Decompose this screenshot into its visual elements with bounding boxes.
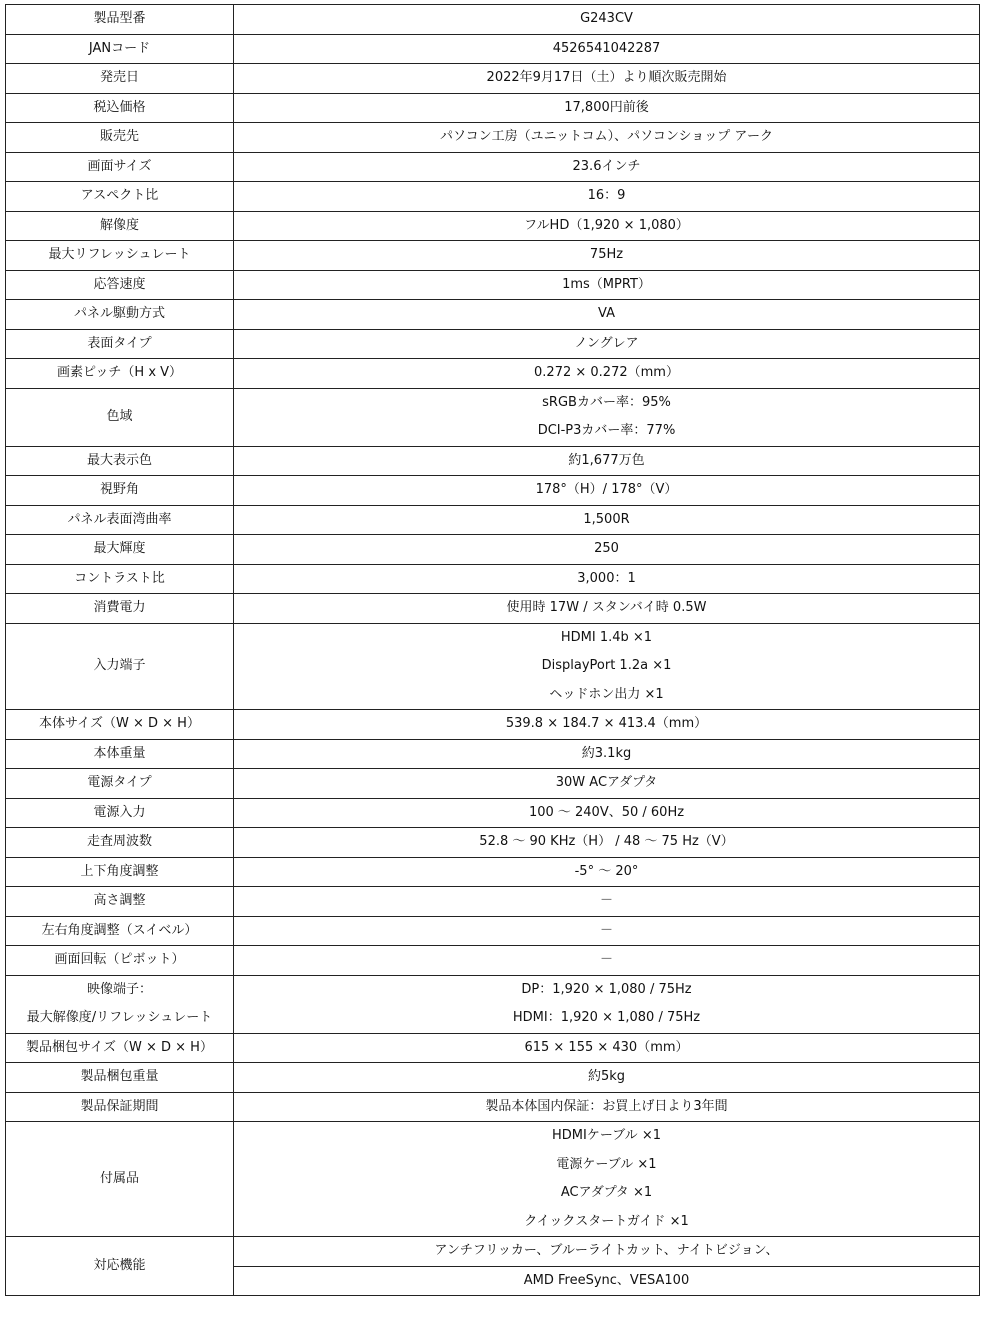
spec-row [6,623,980,652]
spec-row [6,329,980,359]
spec-row [6,64,980,94]
spec-value: DCI-P3カバー率：77% [234,417,980,446]
spec-row [6,564,980,594]
spec-value: － [234,946,980,976]
spec-row [6,535,980,565]
spec-value: 615 × 155 × 430（mm） [234,1033,980,1063]
spec-value: 3,000：1 [234,564,980,594]
spec-label: 表面タイプ [6,329,234,359]
spec-label: 対応機能 [6,1237,234,1296]
spec-value: 23.6インチ [234,152,980,182]
spec-value: － [234,916,980,946]
spec-row [6,887,980,917]
spec-value: ACアダプタ ×1 [234,1179,980,1208]
spec-value: 使用時 17W / スタンバイ時 0.5W [234,594,980,624]
spec-row [6,857,980,887]
spec-table [5,4,980,1296]
spec-row [6,446,980,476]
spec-value: 16：9 [234,182,980,212]
spec-label: 電源入力 [6,798,234,828]
spec-value: HDMIケーブル ×1 [234,1122,980,1151]
spec-label: 電源タイプ [6,769,234,799]
spec-row [6,476,980,506]
spec-label: アスペクト比 [6,182,234,212]
spec-row [6,1033,980,1063]
spec-value: DisplayPort 1.2a ×1 [234,652,980,681]
spec-row [6,798,980,828]
spec-label: 発売日 [6,64,234,94]
spec-value: 製品本体国内保証：お買上げ日より3年間 [234,1092,980,1122]
spec-value: 2022年9月17日（土）より順次販売開始 [234,64,980,94]
spec-label: 解像度 [6,211,234,241]
spec-label-line: 最大解像度/リフレッシュレート [26,1010,213,1025]
spec-label-line: 映像端子： [86,981,152,997]
spec-label: 入力端子 [6,623,234,710]
spec-row [6,505,980,535]
spec-row [6,211,980,241]
spec-label: 色域 [6,388,234,446]
spec-row [6,241,980,271]
spec-label: 製品梱包重量 [6,1063,234,1093]
spec-label [6,975,234,1033]
spec-table-body [6,5,980,1296]
spec-row [6,916,980,946]
spec-row [6,1092,980,1122]
spec-row [6,594,980,624]
spec-row [6,182,980,212]
spec-row [6,975,980,1004]
spec-label: 画素ピッチ（H x V） [6,359,234,389]
spec-row [6,152,980,182]
spec-value: 約5kg [234,1063,980,1093]
spec-value: -5° ～ 20° [234,857,980,887]
spec-label: 応答速度 [6,270,234,300]
spec-row [6,739,980,769]
spec-label: 税込価格 [6,93,234,123]
spec-row [6,5,980,35]
spec-row [6,769,980,799]
spec-value: フルHD（1,920 × 1,080） [234,211,980,241]
spec-value: 1,500R [234,505,980,535]
spec-value: ヘッドホン出力 ×1 [234,681,980,710]
spec-label: 最大リフレッシュレート [6,241,234,271]
spec-row [6,359,980,389]
spec-row [6,1063,980,1093]
spec-value: 4526541042287 [234,34,980,64]
spec-label: 本体サイズ（W × D × H） [6,710,234,740]
spec-value: パソコン工房（ユニットコム）、パソコンショップ アーク [234,123,980,153]
spec-row [6,270,980,300]
spec-value: アンチフリッカー、ブルーライトカット、ナイトビジョン、 [234,1237,980,1267]
spec-row [6,388,980,417]
spec-label: 最大表示色 [6,446,234,476]
spec-row [6,828,980,858]
spec-label: 高さ調整 [6,887,234,917]
spec-label: コントラスト比 [6,564,234,594]
spec-label: JANコード [6,34,234,64]
spec-row [6,1237,980,1267]
spec-row [6,300,980,330]
spec-row [6,710,980,740]
spec-label: 視野角 [6,476,234,506]
spec-value: 100 ～ 240V、50 / 60Hz [234,798,980,828]
spec-label: 画面サイズ [6,152,234,182]
spec-value: 約1,677万色 [234,446,980,476]
spec-label: 本体重量 [6,739,234,769]
spec-value: 178°（H）/ 178°（V） [234,476,980,506]
spec-label: 上下角度調整 [6,857,234,887]
spec-value: 17,800円前後 [234,93,980,123]
spec-label: 画面回転（ピボット） [6,946,234,976]
spec-value: HDMI：1,920 × 1,080 / 75Hz [234,1004,980,1033]
spec-value: － [234,887,980,917]
spec-row [6,93,980,123]
spec-value: HDMI 1.4b ×1 [234,623,980,652]
spec-row [6,34,980,64]
spec-value: G243CV [234,5,980,35]
spec-value: 52.8 ～ 90 KHz（H） / 48 ～ 75 Hz（V） [234,828,980,858]
spec-label: パネル駆動方式 [6,300,234,330]
spec-value: 30W ACアダプタ [234,769,980,799]
spec-row [6,1122,980,1151]
spec-label: パネル表面湾曲率 [6,505,234,535]
spec-label: 製品梱包サイズ（W × D × H） [6,1033,234,1063]
spec-value: 539.8 × 184.7 × 413.4（mm） [234,710,980,740]
spec-value: AMD FreeSync、VESA100 [234,1266,980,1296]
spec-value: 1ms（MPRT） [234,270,980,300]
spec-label: 製品型番 [6,5,234,35]
spec-label: 左右角度調整（スイベル） [6,916,234,946]
spec-value: 約3.1kg [234,739,980,769]
spec-label: 販売先 [6,123,234,153]
spec-value: ノングレア [234,329,980,359]
spec-row [6,946,980,976]
spec-value: クイックスタートガイド ×1 [234,1208,980,1237]
spec-row [6,123,980,153]
spec-value: 75Hz [234,241,980,271]
spec-label: 付属品 [6,1122,234,1237]
spec-label: 最大輝度 [6,535,234,565]
spec-value: 0.272 × 0.272（mm） [234,359,980,389]
spec-value: 電源ケーブル ×1 [234,1151,980,1180]
spec-value: DP：1,920 × 1,080 / 75Hz [234,975,980,1004]
spec-value: VA [234,300,980,330]
spec-label: 走査周波数 [6,828,234,858]
spec-label: 消費電力 [6,594,234,624]
spec-label: 製品保証期間 [6,1092,234,1122]
spec-value: sRGBカバー率：95% [234,388,980,417]
spec-value: 250 [234,535,980,565]
